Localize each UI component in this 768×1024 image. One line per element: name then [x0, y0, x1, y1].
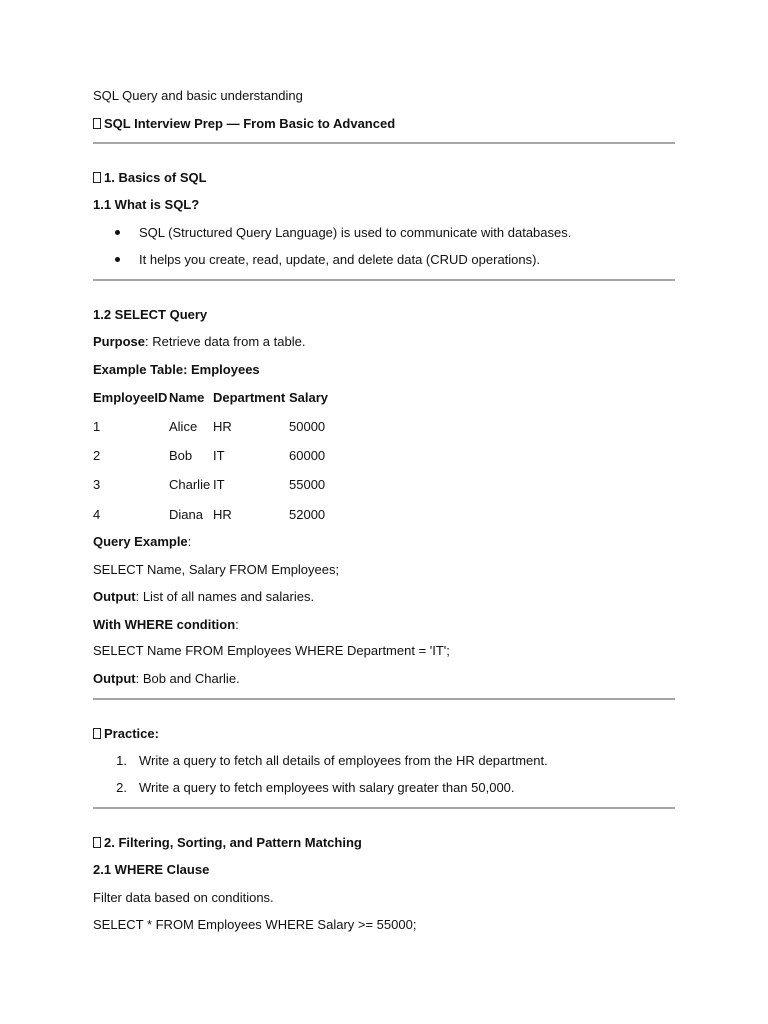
table-cell: 1: [93, 419, 101, 434]
list-number: 2.: [116, 780, 127, 795]
section-heading-filtering: [93, 835, 362, 851]
divider: [93, 698, 675, 700]
main-heading: [93, 116, 395, 132]
output-line: [93, 671, 240, 687]
purpose-text: : Retrieve data from a table.: [145, 334, 306, 349]
emoji-placeholder-icon: [93, 837, 101, 848]
divider: [93, 807, 675, 809]
bullet-icon: [115, 257, 120, 262]
table-cell: 3: [93, 477, 101, 492]
table-cell: 2: [93, 448, 101, 463]
paragraph: Filter data based on conditions.: [93, 890, 274, 905]
section-heading-text: 2. Filtering, Sorting, and Pattern Matching: [104, 835, 362, 850]
table-cell: 55000: [289, 477, 326, 492]
output-label: Output: [93, 589, 136, 604]
query-example-colon: :: [187, 534, 192, 549]
emoji-placeholder-icon: [93, 118, 101, 129]
table-cell: HR: [213, 507, 232, 522]
query-example-label-line: [93, 534, 191, 550]
divider: [93, 279, 675, 281]
table-header-cell: Name: [169, 390, 205, 405]
document-title: SQL Query and basic understanding: [93, 88, 303, 103]
subheading-where-clause: 2.1 WHERE Clause: [93, 862, 210, 877]
list-item: Write a query to fetch all details of employees from the HR department.: [139, 753, 548, 768]
emoji-placeholder-icon: [93, 172, 101, 183]
table-cell: Bob: [169, 448, 193, 463]
purpose-line: [93, 334, 305, 350]
table-cell: Alice: [169, 419, 198, 434]
table-cell: HR: [213, 419, 232, 434]
list-item: SQL (Structured Query Language) is used to communicate with databases.: [139, 225, 572, 240]
table-cell: IT: [213, 448, 225, 463]
table-cell: 50000: [289, 419, 326, 434]
bullet-icon: [115, 230, 120, 235]
emoji-placeholder-icon: [93, 728, 101, 739]
query-example-label: Query Example: [93, 534, 188, 549]
list-item: It helps you create, read, update, and delete data (CRUD operations).: [139, 252, 541, 267]
where-condition-colon: :: [235, 617, 239, 632]
divider: [93, 142, 675, 144]
table-header-cell: Salary: [289, 390, 329, 405]
table-cell: 52000: [289, 507, 326, 522]
table-header-cell: Department: [213, 390, 286, 405]
output-text: : Bob and Charlie.: [135, 671, 240, 686]
purpose-label: Purpose: [93, 334, 146, 349]
sql-query: SELECT * FROM Employees WHERE Salary >= 55000;: [93, 917, 417, 932]
section-heading-text: 1. Basics of SQL: [104, 170, 207, 185]
section-heading-basics: [93, 170, 207, 186]
where-condition-label-line: [93, 617, 239, 633]
subheading-what-is-sql: 1.1 What is SQL?: [93, 197, 200, 212]
table-cell: 60000: [289, 448, 326, 463]
output-label: Output: [93, 671, 136, 686]
main-heading-text: SQL Interview Prep — From Basic to Advanced: [104, 116, 396, 131]
practice-heading: [93, 726, 159, 742]
sql-query: SELECT Name FROM Employees WHERE Department = 'IT';: [93, 643, 450, 658]
list-item: Write a query to fetch employees with salary greater than 50,000.: [139, 780, 515, 795]
sql-query: SELECT Name, Salary FROM Employees;: [93, 562, 340, 577]
practice-heading-text: Practice:: [104, 726, 159, 741]
table-cell: IT: [213, 477, 225, 492]
where-condition-label: With WHERE condition: [93, 617, 236, 632]
table-cell: Charlie: [169, 477, 211, 492]
subheading-select-query: 1.2 SELECT Query: [93, 307, 208, 322]
output-line: [93, 589, 314, 605]
table-cell: 4: [93, 507, 101, 522]
list-number: 1.: [116, 753, 127, 768]
example-table-title: Example Table: Employees: [93, 362, 260, 377]
table-header-cell: EmployeeID: [93, 390, 168, 405]
output-text: : List of all names and salaries.: [135, 589, 315, 604]
table-cell: Diana: [169, 507, 203, 522]
